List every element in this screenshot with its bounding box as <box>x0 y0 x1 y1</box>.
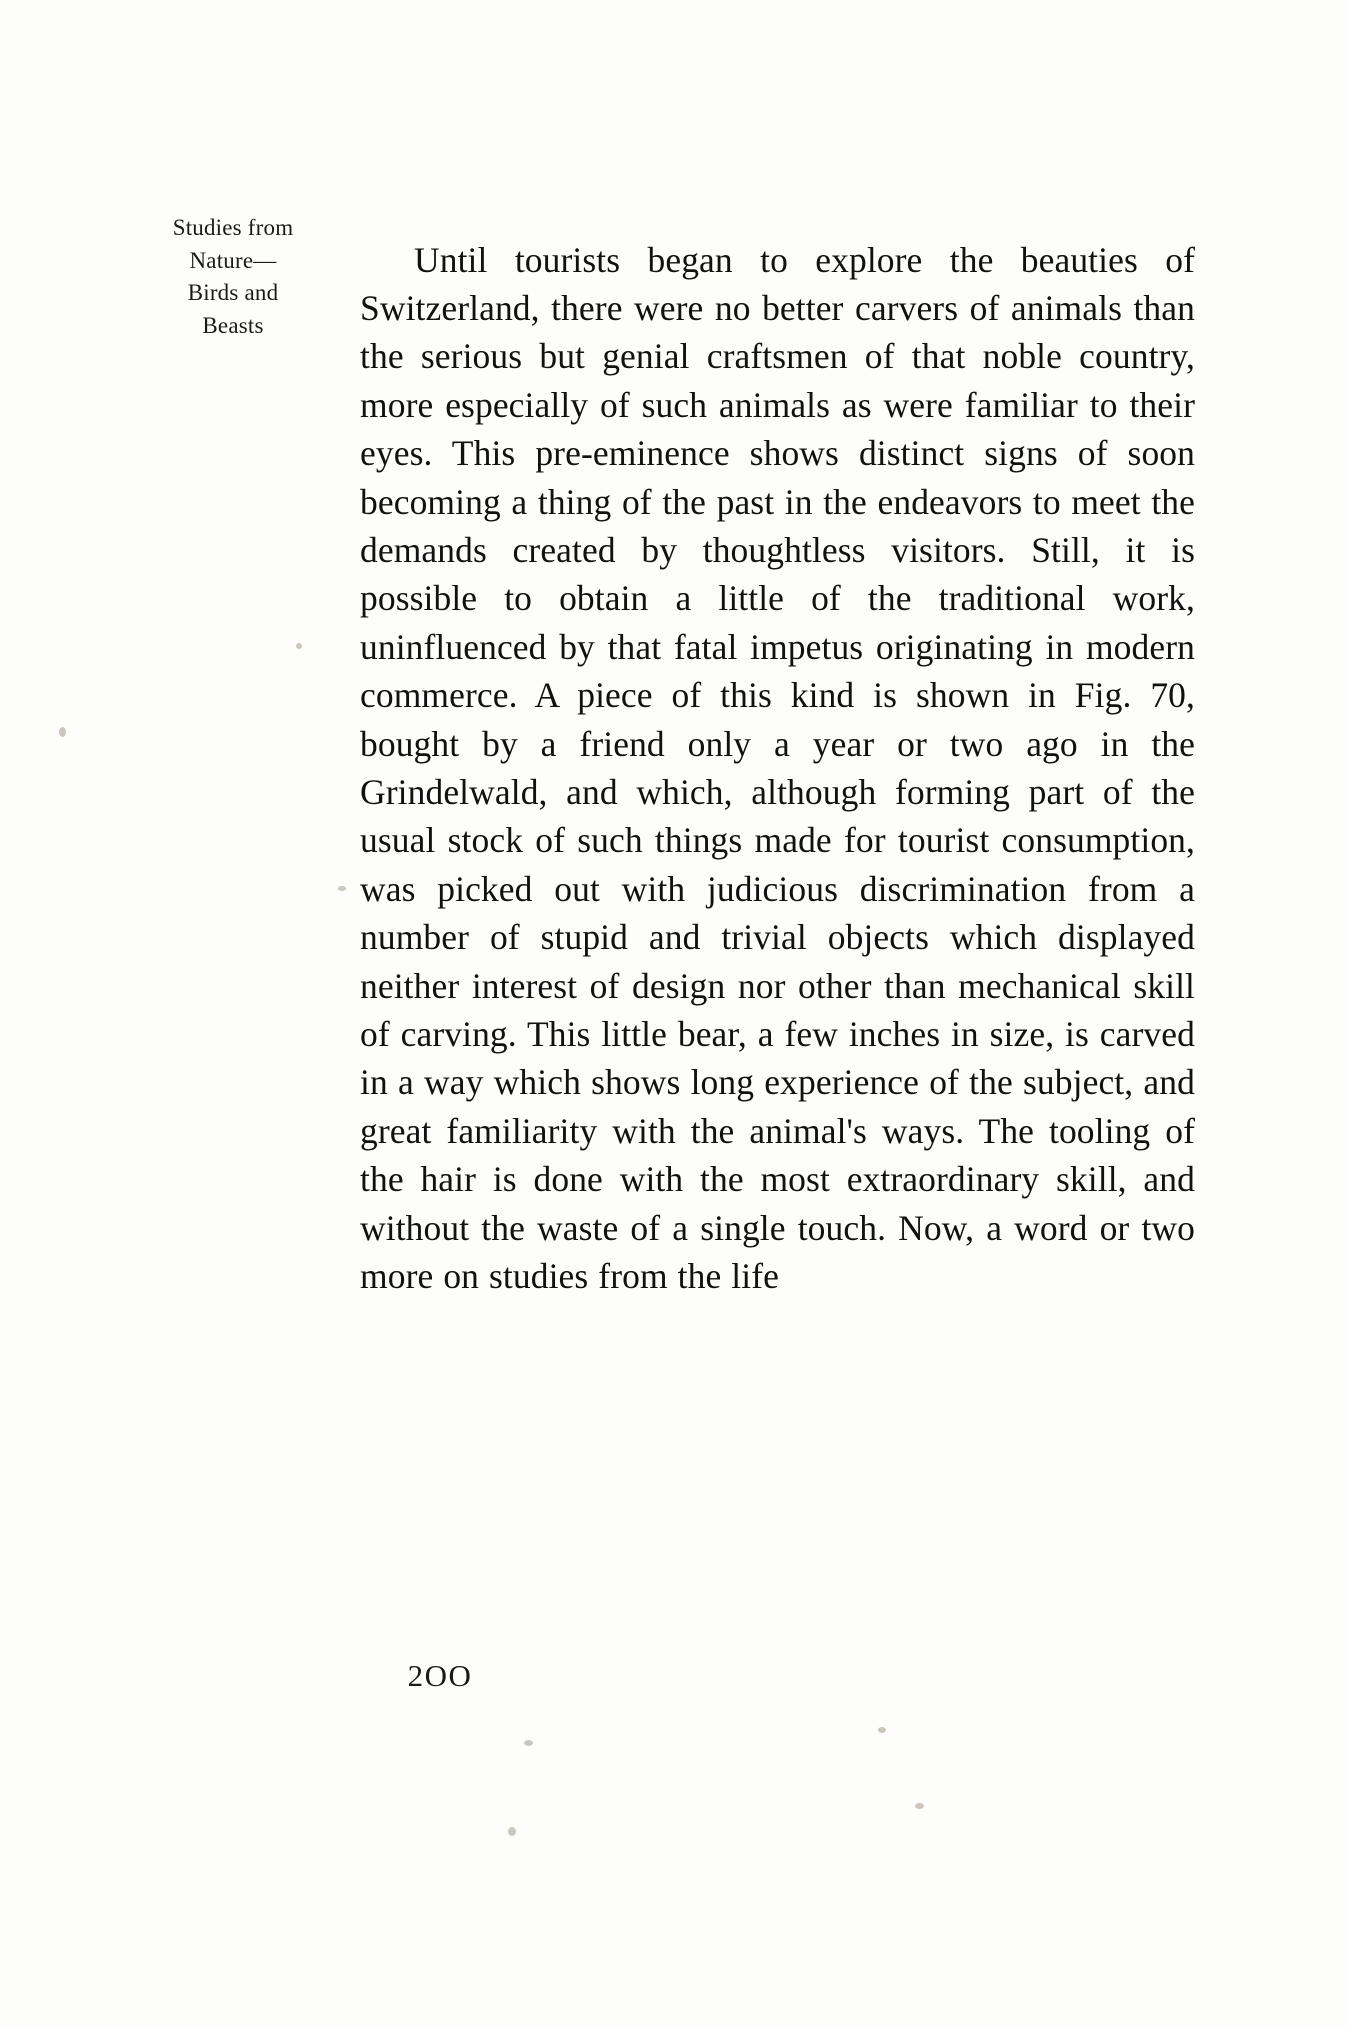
margin-note-line-3: Birds and <box>187 280 279 306</box>
text-column <box>360 200 1195 1336</box>
body-paragraph-text: Until tourists began to explore the beauties of Switzerland, there were no better carvers of animals than the serious but genial craftsmen of that noble country, more especially of such animals as were familiar to their eyes. This pre-eminence shows distinct signs of soon becoming a thing of the past in the endeavors to meet the demands created by thoughtless visitors. Still, it is possible to obtain a little of the traditional work, uninfluenced by that fatal impetus originating in modern commerce. A piece of this kind is shown in Fig. 70, bought by a friend only a year or two ago in the Grindelwald, and which, although forming part of the usual stock of such things made for tourist consumption, was picked out with judicious discrimination from a number of stupid and trivial objects which displayed neither interest of design nor other than mechanical skill of carving. This little bear, a few inches in size, is carved in a way which shows long experience of the subject, and great familiarity with the animal's ways. The tooling of the hair is done with the most extraordinary skill, and without the waste of a single touch. Now, a word or two more on studies from the life <box>360 239 1195 1297</box>
scan-speck <box>508 1827 516 1836</box>
page-number: 2OO <box>407 1658 473 1693</box>
scan-speck <box>59 727 66 737</box>
scan-speck <box>338 886 346 891</box>
body-paragraph <box>360 236 1195 1301</box>
margin-note <box>158 212 308 343</box>
scan-speck <box>524 1740 533 1746</box>
margin-note-line-2: Nature— <box>189 247 277 273</box>
margin-note-line-4: Beasts <box>202 312 264 338</box>
scan-speck <box>878 1727 886 1733</box>
margin-note-line-1: Studies from <box>172 215 294 240</box>
scan-speck <box>915 1803 924 1809</box>
scan-speck <box>296 643 302 649</box>
